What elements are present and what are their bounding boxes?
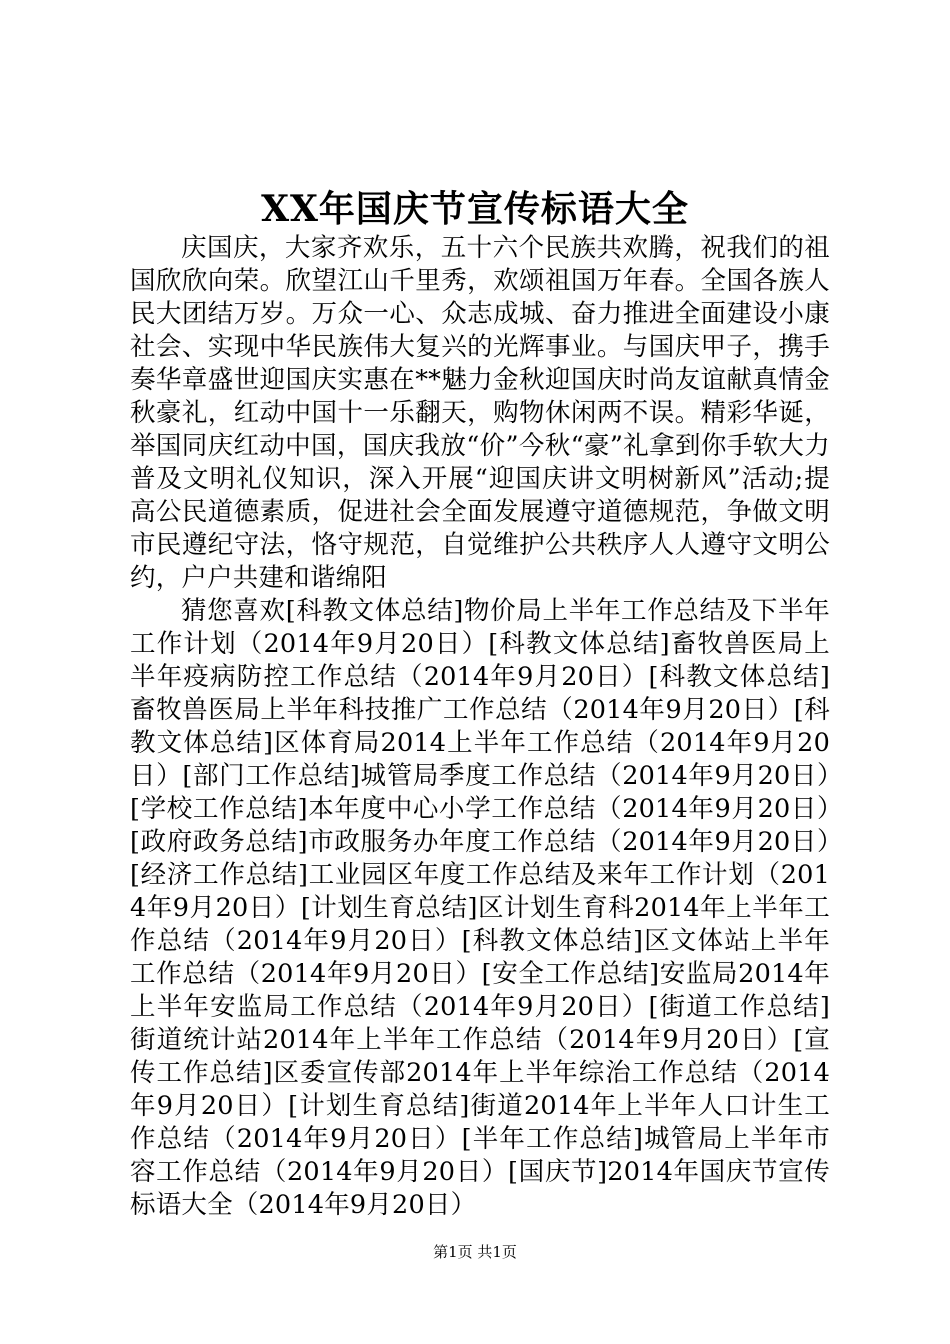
paragraph-related-links: 猜您喜欢[科教文体总结]物价局上半年工作总结及下半年工作计划（2014年9月20日）[科教文体总结]畜牧兽医局上半年疫病防控工作总结（2014年9月20日）[科教文体总结]畜牧兽医局上半年科技推广工作总结（2014年9月20日）[科教文体总结]区体育局2014上半年工作总结（2014年9月20日）[部门工作总结]城管局季度工作总结（2014年9月20日）[学校工作总结]本年度中心小学工作总结（2014年9月20日）[政府政务总结]市政服务办年度工作总结（2014年9月20日）[经济工作总结]工业园区年度工作总结及来年工作计划（2014年9月20日）[计划生育总结]区计划生育科2014年上半年工作总结（2014年9月20日）[科教文体总结]区文体站上半年工作总结（2014年9月20日）[安全工作总结]安监局2014年上半年安监局工作总结（2014年9月20日）[街道工作总结]街道统计站2014年上半年工作总结（2014年9月20日）[宣传工作总结]区委宣传部2014年上半年综治工作总结（2014年9月20日）[计划生育总结]街道2014年上半年人口计生工作总结（2014年9月20日）[半年工作总结]城管局上半年市容工作总结（2014年9月20日）[国庆节]2014年国庆节宣传标语大全（2014年9月20日） xyxy=(130,596,830,1220)
document-body xyxy=(130,232,830,1222)
document-title: XX年国庆节宣传标语大全 xyxy=(261,188,689,230)
paragraph-slogans: 庆国庆，大家齐欢乐，五十六个民族共欢腾，祝我们的祖国欣欣向荣。欣望江山千里秀，欢颂祖国万年春。全国各族人民大团结万岁。万众一心、众志成城、奋力推进全面建设小康社会、实现中华民族伟大复兴的光辉事业。与国庆甲子，携手奏华章盛世迎国庆实惠在**魅力金秋迎国庆时尚友谊献真情金秋豪礼，红动中国十一乐翻天，购物休闲两不误。精彩华诞，举国同庆红动中国，国庆我放“价”今秋“豪”礼拿到你手软大力普及文明礼仪知识，深入开展“迎国庆讲文明树新风”活动;提高公民道德素质，促进社会全面发展遵守道德规范，争做文明市民遵纪守法，恪守规范，自觉维护公共秩序人人遵守文明公约，户户共建和谐绵阳 xyxy=(130,233,830,593)
page-number-footer: 第1页 共1页 xyxy=(433,1243,517,1261)
